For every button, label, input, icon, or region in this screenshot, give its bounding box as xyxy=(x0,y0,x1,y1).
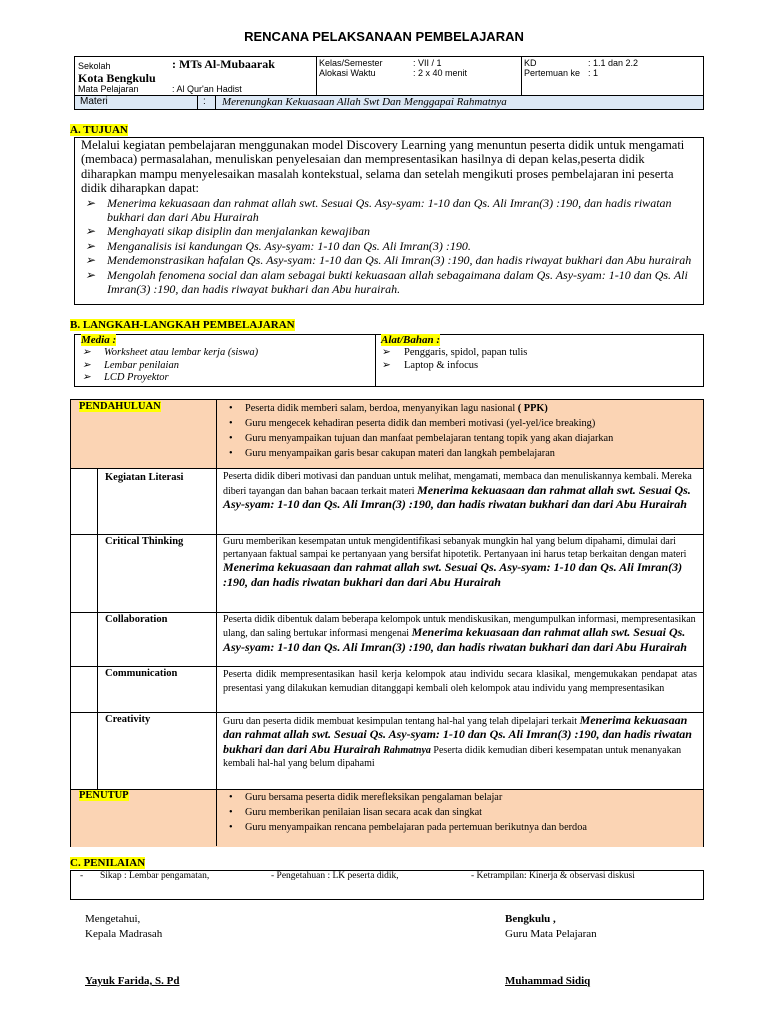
pertemuan-label: Pertemuan ke xyxy=(524,68,581,78)
mapel-value: : Al Qur'an Hadist xyxy=(172,84,242,94)
critical-thinking-label: Critical Thinking xyxy=(105,536,184,547)
list-item: ➢ Menganalisis isi kandungan Qs. Asy-syam: 1-10 dan Qs. Ali Imran(3) :190. xyxy=(85,238,471,253)
langkah-heading: B. LANGKAH-LANGKAH PEMBELAJARAN xyxy=(70,319,295,331)
list-item: • Guru menyampaikan garis besar cakupan materi dan langkah pembelajaran xyxy=(223,446,699,461)
page-title: RENCANA PELAKSANAAN PEMBELAJARAN xyxy=(244,29,524,44)
kepala-name: Yayuk Farida, S. Pd xyxy=(85,975,180,987)
arrow-bullet-icon: ➢ xyxy=(85,195,96,210)
sekolah-value: : MTs Al-Mubaarak xyxy=(172,57,275,71)
signature-left: Mengetahui, Kepala Madrasah xyxy=(85,913,163,940)
communication-text: Peserta didik mempresentasikan hasil kerja kelompok atau individu secara klasikal, mengemukakan pendapat atas presentasi yang dilakukan kemudian ditanggapi kembali oleh kelompok atau individu yang mempresentasikan xyxy=(223,669,697,694)
materi-label: Materi xyxy=(80,96,108,107)
materi-value: Merenungkan Kekuasaan Allah Swt Dan Menggapai Rahmatnya xyxy=(222,96,507,108)
communication-label: Communication xyxy=(105,668,178,679)
penilaian-dash: - xyxy=(80,871,84,881)
arrow-bullet-icon: ➢ xyxy=(85,238,96,253)
pertemuan-value: : 1 xyxy=(588,68,599,78)
penilaian-keterampilan: - Ketrampilan: Kinerja & observasi diskusi xyxy=(471,871,635,881)
tujuan-box xyxy=(74,137,704,305)
kota: Kota Bengkulu xyxy=(78,71,156,85)
tujuan-list xyxy=(81,196,697,297)
sekolah-label: Sekolah xyxy=(78,61,111,71)
collaboration-text: Peserta didik dibentuk dalam beberapa kelompok untuk mendiskusikan, mengumpulkan informasi, mempresentasikan ulang, dan saling bertukar informasi mengenai Menerima kekuasaan dan rahmat allah swt. Sesuai Qs. Asy-syam: 1-10 dan Qs. Ali Imran(3) :190, dan hadis riwatan bukhari dan dari Abu Hurairah xyxy=(223,614,696,654)
signature-right: Bengkulu , Guru Mata Pelajaran xyxy=(505,913,597,940)
alat-list xyxy=(378,347,698,372)
arrow-bullet-icon: ➢ xyxy=(85,267,96,282)
pendahuluan-label: PENDAHULUAN xyxy=(79,401,161,412)
tujuan-heading: A. TUJUAN xyxy=(70,124,128,136)
media-label: Media : xyxy=(81,334,117,346)
penutup-label: PENUTUP xyxy=(79,790,129,801)
list-item: ➢ Menerima kekuasaan dan rahmat allah swt. Sesuai Qs. Asy-syam: 1-10 dan Qs. Ali Imran(3) :190, dan hadis riwatan bukhari dan dari Abu Hurairah xyxy=(85,195,672,225)
collaboration-label: Collaboration xyxy=(105,614,168,625)
penilaian-heading: C. PENILAIAN xyxy=(70,857,146,869)
kd-label: KD xyxy=(524,58,537,68)
alokasi-value: : 2 x 40 menit xyxy=(413,68,468,78)
list-item: • Guru menyampaikan tujuan dan manfaat pembelajaran tentang topik yang akan diajarkan xyxy=(223,431,699,446)
alokasi-label: Alokasi Waktu xyxy=(319,68,376,78)
tujuan-intro: Melalui kegiatan pembelajaran menggunakan model Discovery Learning yang menuntun peserta didik untuk mengamati (membaca) permasalahan, menuliskan penyelesaian dan mempresentasikan hasilnya di depan kelas,peserta didik diharapkan mampu menyelesaikan masalah kontekstual, selama dan setelah mengikuti proses pembelajaran ini peserta didik diharapkan dapat: xyxy=(81,138,685,196)
list-item: ➢ Laptop & infocus xyxy=(382,359,479,371)
arrow-bullet-icon: ➢ xyxy=(82,372,91,384)
kelas-value: : VII / 1 xyxy=(413,58,442,68)
arrow-bullet-icon: ➢ xyxy=(82,359,91,371)
list-item: ➢ Worksheet atau lembar kerja (siswa) xyxy=(82,347,259,358)
creativity-text: Guru dan peserta didik membuat kesimpulan tentang hal-hal yang telah dipelajari terkait Menerima kekuasaan dan rahmat allah swt. Sesuai Qs. Asy-syam: 1-10 dan Qs. Ali Imran(3) :190, dan hadis riwatan bukhari dan dari Abu Hurairah Rahmatnya Peserta didik kemudian diberi kesempatan untuk menanyakan kembali hal-hal yang belum dipahami xyxy=(223,713,692,770)
penilaian-sikap: Sikap : Lembar pengamatan, xyxy=(100,871,210,881)
list-item: • Peserta didik memberi salam, berdoa, menyanyikan lagu nasional ( PPK) xyxy=(223,401,699,416)
media-list xyxy=(78,347,368,385)
arrow-bullet-icon: ➢ xyxy=(382,347,391,358)
list-item: ➢ LCD Proyektor xyxy=(82,372,169,384)
penilaian-pengetahuan: - Pengetahuan : LK peserta didik, xyxy=(271,871,399,881)
kelas-label: Kelas/Semester xyxy=(319,58,383,68)
materi-colon: : xyxy=(203,96,206,107)
list-item: • Guru bersama peserta didik merefleksikan pengalaman belajar xyxy=(223,790,699,805)
list-item: ➢ Penggaris, spidol, papan tulis xyxy=(382,347,528,358)
alat-label: Alat/Bahan : xyxy=(381,334,440,346)
mapel-label: Mata Pelajaran xyxy=(78,84,139,94)
arrow-bullet-icon: ➢ xyxy=(382,359,391,371)
creativity-label: Creativity xyxy=(105,714,151,725)
list-item: ➢ Menghayati sikap disiplin dan menjalankan kewajiban xyxy=(85,224,370,239)
list-item: ➢ Mengolah fenomena social dan alam sebagai bukti kekuasaan allah sebagaimana dalam Qs. Asy-syam: 1-10 dan Qs. Ali Imran(3) :190, dan hadis riwayat bukhari dan Abu hurairah. xyxy=(85,267,688,297)
list-item: • Guru menyampaikan rencana pembelajaran pada pertemuan berikutnya dan berdoa xyxy=(223,820,699,835)
literasi-label: Kegiatan Literasi xyxy=(105,472,184,483)
list-item: • Guru memberikan penilaian lisan secara acak dan singkat xyxy=(223,805,699,820)
critical-thinking-text: Guru memberikan kesempatan untuk mengidentifikasi sebanyak mungkin hal yang belum dipahami, dimulai dari pertanyaan faktual sampai ke pertanyaan yang bersifat hipotetik. Pertanyaan ini harus tetap berkaitan dengan materi Menerima kekuasaan dan rahmat allah swt. Sesuai Qs. Asy-syam: 1-10 dan Qs. Ali Imran(3) :190, dan hadis riwatan bukhari dan dari Abu Hurairah xyxy=(223,536,687,589)
kegiatan-table xyxy=(70,399,704,847)
list-item: ➢ Lembar penilaian xyxy=(82,359,179,371)
kd-value: : 1.1 dan 2.2 xyxy=(588,58,639,68)
guru-name: Muhammad Sidiq xyxy=(505,975,591,987)
list-item: • Guru mengecek kehadiran peserta didik dan memberi motivasi (yel-yel/ice breaking) xyxy=(223,416,699,431)
literasi-text: Peserta didik diberi motivasi dan panduan untuk melihat, mengamati, membaca dan menuliskannya kembali. Mereka diberi tayangan dan bahan bacaan terkait materi Menerima kekuasaan dan rahmat allah swt. Sesuai Qs. Asy-syam: 1-10 dan Qs. Ali Imran(3) :190, dan hadis riwatan bukhari dan dari Abu Hurairah xyxy=(223,471,692,512)
penutup-list xyxy=(223,790,699,835)
list-item: ➢ Mendemonstrasikan hafalan Qs. Asy-syam: 1-10 dan Qs. Ali Imran(3) :190, dan hadis riwayat bukhari dan Abu hurairah xyxy=(85,253,692,268)
pendahuluan-list xyxy=(223,401,699,461)
arrow-bullet-icon: ➢ xyxy=(85,224,96,239)
arrow-bullet-icon: ➢ xyxy=(82,347,91,358)
arrow-bullet-icon: ➢ xyxy=(85,253,96,268)
